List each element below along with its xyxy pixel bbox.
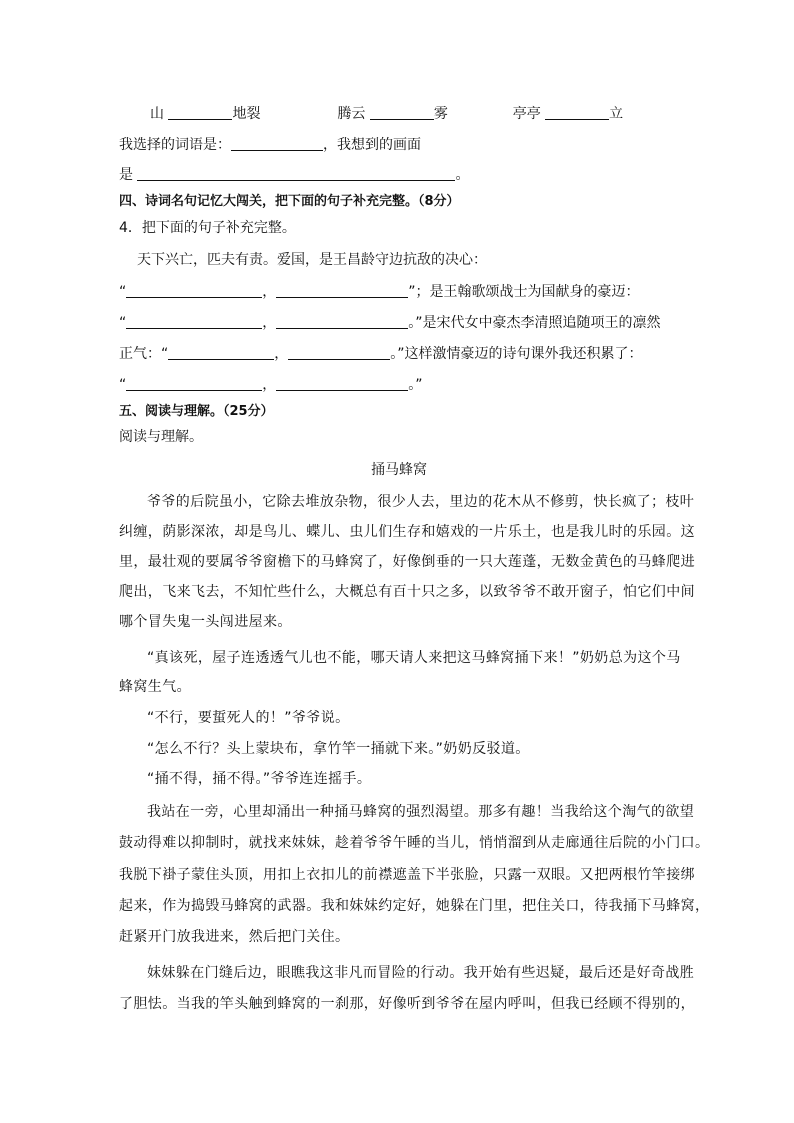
chosen-word-blank[interactable] [231, 136, 323, 151]
poem-line-1-suffix: ”；是王翰歌颂战士为国献身的豪迈： [408, 284, 640, 300]
passage-line: 爬出，飞来飞去，不知忙些什么，大概总有百十只之多，以致爷爷不敢开窗子，怕它们中间 [119, 584, 695, 600]
poem-line-2-suffix: 。”是宋代女中豪杰李清照追随项王的凛然 [408, 315, 661, 331]
question-4: 4．把下面的句子补充完整。 [119, 220, 296, 236]
poem-blank-2a[interactable] [126, 314, 262, 329]
poem-blank-3b[interactable] [288, 345, 390, 360]
passage-title: 捅马蜂窝 [371, 462, 427, 478]
passage-line: “真该死，屋子连透透气儿也不能，哪天请人来把这马蜂窝捅下来！”奶奶总为这个马 [147, 650, 681, 666]
passage-line: 妹妹躲在门缝后边，眼瞧我这非凡而冒险的行动。我开始有些迟疑，最后还是好奇战胜 [147, 965, 695, 981]
choice-tail: ，我想到的画面 [323, 137, 421, 153]
word-1-after: 地裂 [232, 106, 261, 122]
passage-line: “怎么不行？头上蒙块布，拿竹竿一捅就下来。”奶奶反驳道。 [147, 741, 530, 757]
passage-line: 里，最壮观的要属爷爷窗檐下的马蜂窝了，好像倒垂的一只大莲蓬，无数金黄色的马蜂爬进 [119, 554, 695, 570]
word-1-before: 山 [150, 106, 164, 122]
picture-prefix: 是 [119, 167, 133, 183]
word-3-after: 立 [609, 106, 624, 122]
poem-line-1 [119, 282, 679, 302]
picture-line [119, 165, 679, 185]
poem-line-3-suffix: 。”这样激情豪迈的诗句课外我还积累了： [390, 346, 643, 362]
passage-line: “捅不得，捅不得。”爷爷连连摇手。 [147, 771, 372, 787]
passage-line: 纠缠，荫影深浓，却是鸟儿、蝶儿、虫儿们生存和嬉戏的一片乐土，也是我儿时的乐园。这 [119, 524, 695, 540]
section4-heading: 四、诗词名句记忆大闯关，把下面的句子补充完整。（8分） [119, 194, 460, 209]
passage-line: 鼓动得难以抑制时，就找来妹妹，趁着爷爷午睡的当儿，悄悄溜到从走廊通往后院的小门口。 [119, 835, 710, 851]
poem-blank-3a[interactable] [168, 345, 274, 360]
comma: ， [262, 284, 277, 300]
poem-blank-4b[interactable] [276, 376, 408, 391]
passage-line: 我站在一旁，心里却涌出一种捅马蜂窝的强烈渴望。那多有趣！当我给这个淘气的欲望 [147, 804, 695, 820]
poem-blank-1b[interactable] [276, 283, 408, 298]
poem-line-3-prefix: 正气：“ [119, 346, 169, 362]
poem-line-4 [119, 375, 679, 395]
passage-line: 起来，作为捣毁马蜂窝的武器。我和妹妹约定好，她躲在门里，把住关口，待我捅下马蜂窝， [119, 898, 710, 914]
picture-blank[interactable] [137, 166, 455, 181]
poem-blank-2b[interactable] [276, 314, 408, 329]
passage-line: 爷爷的后院虽小，它除去堆放杂物，很少人去，里边的花木从不修剪，快长疯了；枝叶 [147, 494, 695, 510]
quote-open: “ [119, 284, 127, 300]
passage-line: 赶紧开门放我进来，然后把门关住。 [119, 929, 350, 945]
section5-heading: 五、阅读与理解。（25分） [119, 404, 274, 419]
poem-blank-1a[interactable] [126, 283, 262, 298]
poem-line-3 [119, 344, 679, 364]
word-3-before: 亭亭 [512, 106, 541, 122]
passage-line: “不行，要蜇死人的！”爷爷说。 [147, 710, 350, 726]
comma: ， [274, 346, 289, 362]
poem-line-2 [119, 313, 679, 333]
word-1-blank[interactable] [168, 105, 232, 120]
word-2-before: 腾云 [337, 106, 366, 122]
passage-line: 了胆怯。当我的竿头触到蜂窝的一刹那，好像听到爷爷在屋内呼叫，但我已经顾不得别的， [119, 996, 695, 1012]
choice-line [119, 135, 679, 155]
passage-line: 蜂窝生气。 [119, 679, 191, 695]
quote-open: “ [119, 377, 127, 393]
word-fill-row [150, 104, 710, 124]
passage-line: 哪个冒失鬼一头闯进屋来。 [119, 614, 292, 630]
poem-blank-4a[interactable] [126, 376, 262, 391]
picture-suffix: 。 [455, 167, 470, 183]
poem-line-4-suffix: 。” [408, 377, 423, 393]
section4-intro: 天下兴亡，匹夫有责。爱国，是王昌龄守边抗敌的决心： [137, 252, 487, 268]
word-2-blank[interactable] [370, 105, 434, 120]
section5-sub: 阅读与理解。 [119, 429, 203, 445]
word-2-after: 雾 [433, 106, 448, 122]
comma: ， [262, 315, 277, 331]
passage-line: 我脱下褂子蒙住头顶，用扣上衣扣儿的前襟遮盖下半张脸，只露一双眼。又把两根竹竿接绑 [119, 867, 695, 883]
quote-open: “ [119, 315, 127, 331]
word-3-blank[interactable] [545, 105, 609, 120]
comma: ， [262, 377, 277, 393]
choice-label: 我选择的词语是： [119, 137, 231, 153]
